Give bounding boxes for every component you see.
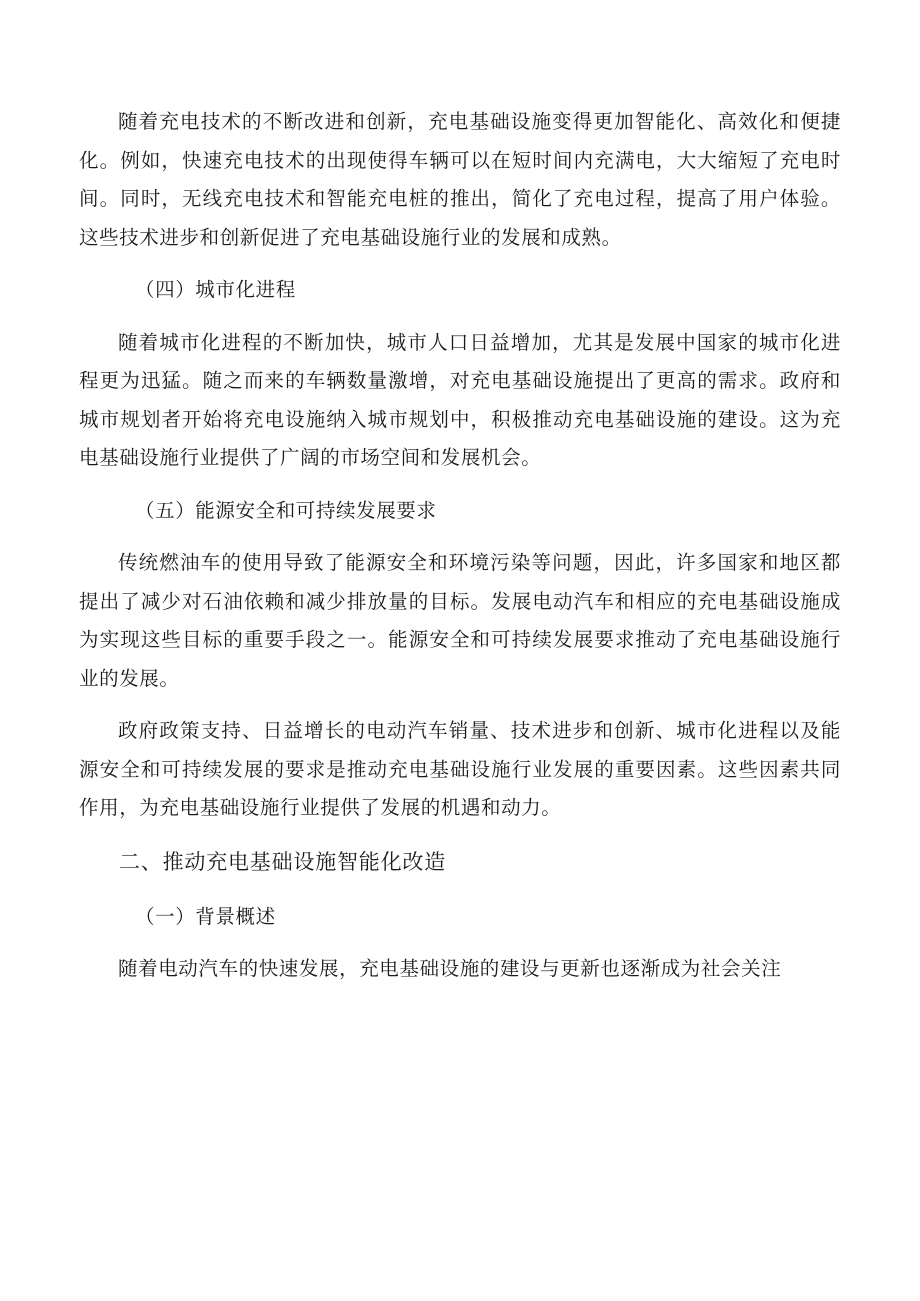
subheading-background: （一）背景概述 xyxy=(135,904,276,928)
subheading-energy-security: （五）能源安全和可持续发展要求 xyxy=(135,498,437,522)
subheading-urbanization: （四）城市化进程 xyxy=(135,278,296,301)
paragraph-energy-security: 传统燃油车的使用导致了能源安全和环境污染等问题，因此，许多国家和地区都提出了减少对石油依赖和减少排放量的目标。发展电动汽车和相应的充电基础设施成为实现这些目标的重要手段之一。能源安全和可持续发展要求推动了充电基础设施行业的发展。 xyxy=(79,551,841,690)
document-page xyxy=(79,103,841,1003)
section-heading-smart-upgrade: 二、推动充电基础设施智能化改造 xyxy=(119,849,446,874)
paragraph-urbanization: 随着城市化进程的不断加快，城市人口日益增加，尤其是发展中国家的城市化进程更为迅猛。随之而来的车辆数量激增，对充电基础设施提出了更高的需求。政府和城市规划者开始将充电设施纳入城市规划中，积极推动充电基础设施的建设。这为充电基础设施行业提供了广阔的市场空间和发展机会。 xyxy=(79,330,841,469)
paragraph-summary: 政府政策支持、日益增长的电动汽车销量、技术进步和创新、城市化进程以及能源安全和可持续发展的要求是推动充电基础设施行业发展的重要因素。这些因素共同作用，为充电基础设施行业提供了发展的机遇和动力。 xyxy=(79,719,841,819)
paragraph-background: 随着电动汽车的快速发展，充电基础设施的建设与更新也逐渐成为社会关注 xyxy=(118,957,782,980)
paragraph-technology-innovation: 随着充电技术的不断改进和创新，充电基础设施变得更加智能化、高效化和便捷化。例如，快速充电技术的出现使得车辆可以在短时间内充满电，大大缩短了充电时间。同时，无线充电技术和智能充电桩的推出，简化了充电过程，提高了用户体验。这些技术进步和创新促进了充电基础设施行业的发展和成熟。 xyxy=(79,110,841,249)
